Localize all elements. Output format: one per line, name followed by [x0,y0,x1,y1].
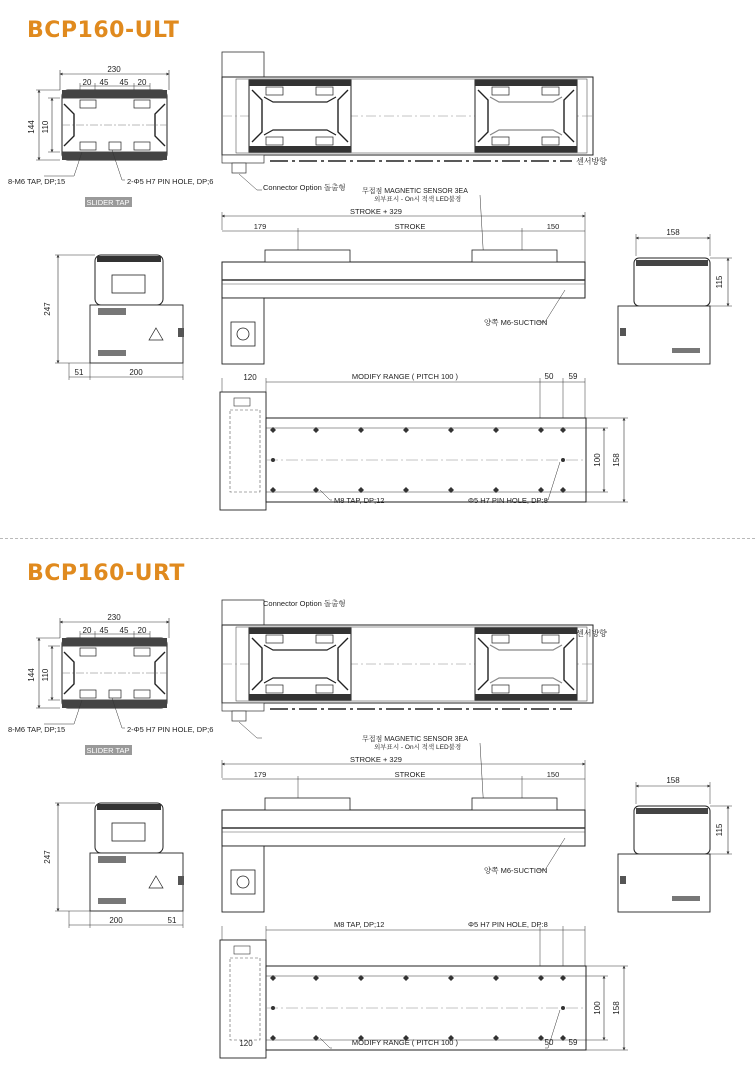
pin-hole-note: 2-Φ5 H7 PIN HOLE, DP;6 [127,177,214,186]
dim-158-side: 158 [612,453,621,467]
dim-110: 110 [41,668,50,682]
dim-45-right: 45 [119,626,129,635]
dim-110: 110 [41,120,50,134]
dim-200: 200 [129,368,143,377]
slider-tap-tag: SLIDER TAP [86,198,130,207]
dim-stroke: STROKE [394,222,426,231]
dim-stroke-329: STROKE + 329 [350,207,402,216]
connector-note: Connector Option 돌출형 [263,599,346,608]
dim-45-left: 45 [99,78,109,87]
suction-note: 양쪽 M6-SUCTION [484,866,548,875]
dim-51: 51 [74,368,84,377]
sensor-note: 무접점 MAGNETIC SENSOR 3EA [362,188,468,195]
m8-tap-note: M8 TAP, DP;12 [334,920,385,929]
dim-150: 150 [546,770,560,779]
dim-230: 230 [107,613,121,622]
dim-45-right: 45 [119,78,129,87]
dim-51: 51 [167,916,177,925]
dim-100: 100 [593,453,602,467]
dim-144: 144 [27,668,36,682]
dim-179: 179 [253,222,267,231]
sensor-led-note: 외부표시 - On시 적색 LED불경 [374,744,462,751]
dim-158-top: 158 [666,228,680,237]
pin-hole-dp8-note: Φ5 H7 PIN HOLE, DP:8 [468,496,548,505]
suction-note: 양쪽 M6-SUCTION [484,318,548,327]
dim-179: 179 [253,770,267,779]
connector-note: Connector Option 돌출형 [263,183,346,192]
dim-20-left: 20 [82,626,92,635]
dim-50: 50 [544,372,554,381]
sensor-led-note: 외부표시 - On시 적색 LED불경 [374,196,462,203]
dim-230: 230 [107,65,121,74]
tap-note: 8-M6 TAP, DP;15 [8,177,66,186]
dim-158-top: 158 [666,776,680,785]
section-title-ult: BCP160-ULT [27,18,180,43]
dim-50: 50 [544,1038,554,1047]
dim-100: 100 [593,1001,602,1015]
dim-59: 59 [568,1038,578,1047]
dim-115: 115 [715,823,724,837]
modify-range-label: MODIFY RANGE ( PITCH 100 ) [351,1038,459,1047]
section-title-urt: BCP160-URT [27,561,185,586]
dim-200: 200 [109,916,123,925]
dim-158-side: 158 [612,1001,621,1015]
dim-115: 115 [715,275,724,289]
dim-247: 247 [43,302,52,316]
modify-range-label: MODIFY RANGE ( PITCH 100 ) [351,372,459,381]
dim-150: 150 [546,222,560,231]
tap-note: 8-M6 TAP, DP;15 [8,725,66,734]
dim-59: 59 [568,372,578,381]
slider-tap-tag: SLIDER TAP [86,746,130,755]
dim-45-left: 45 [99,626,109,635]
pin-hole-note: 2-Φ5 H7 PIN HOLE, DP;6 [127,725,214,734]
dim-20-right: 20 [137,78,147,87]
dim-20-left: 20 [82,78,92,87]
m8-tap-note: M8 TAP, DP;12 [334,496,385,505]
dim-120: 120 [243,373,257,382]
sensor-note: 무접점 MAGNETIC SENSOR 3EA [362,736,468,743]
dim-stroke: STROKE [394,770,426,779]
dim-stroke-329: STROKE + 329 [350,755,402,764]
pin-hole-dp8-note: Φ5 H7 PIN HOLE, DP:8 [468,920,548,929]
dim-247: 247 [43,850,52,864]
dim-120: 120 [239,1039,253,1048]
sensor-direction-label: 센서방향 [576,157,607,166]
dim-20-right: 20 [137,626,147,635]
dim-144: 144 [27,120,36,134]
sensor-direction-label: 센서방향 [576,629,607,638]
